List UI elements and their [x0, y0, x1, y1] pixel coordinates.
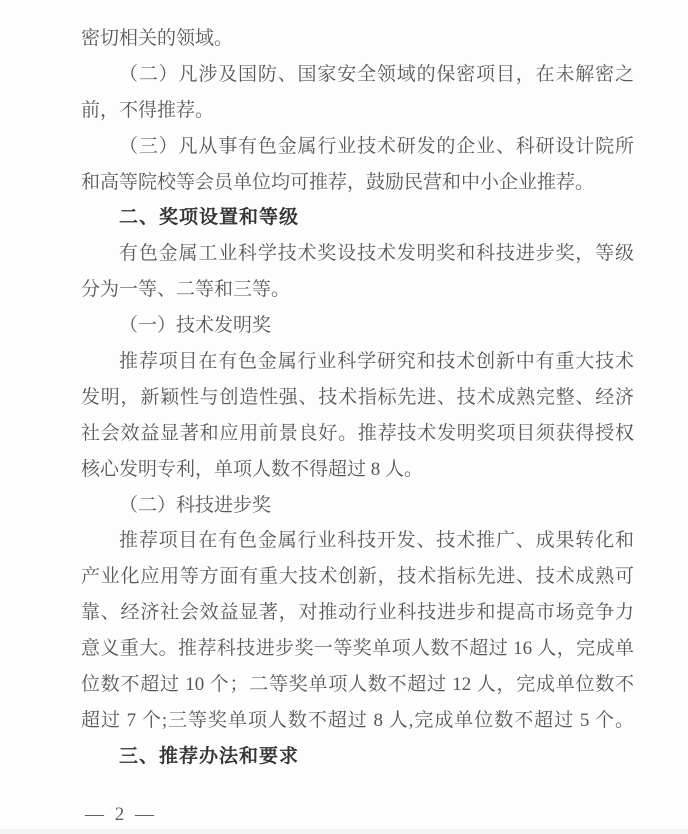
section-heading: 二、奖项设置和等级 [119, 207, 300, 229]
text-line: 社会效益显著和应用前景良好。推荐技术发明奖项目须获得授权 [81, 422, 634, 444]
text-line: 分为一等、二等和三等。 [81, 279, 291, 301]
text-line: 超过 7 个;三等奖单项人数不超过 8 人,完成单位数不超过 5 个。 [81, 709, 634, 731]
text-line: 意义重大。推荐科技进步奖一等奖单项人数不超过 16 人，完成单 [81, 638, 634, 660]
section-heading: 三、推荐办法和要求 [119, 745, 300, 767]
text-line: 发明，新颖性与创造性强、技术指标先进、技术成熟完整、经济 [81, 386, 634, 408]
text-line: 密切相关的领域。 [81, 28, 234, 49]
text-line: 有色金属工业科学技术奖设技术发明奖和科技进步奖，等级 [119, 243, 634, 265]
text-line: 位数不超过 10 个；二等奖单项人数不超过 12 人，完成单位数不 [81, 674, 634, 696]
text-line: 推荐项目在有色金属行业科学研究和技术创新中有重大技术 [119, 351, 634, 373]
text-line: （三）凡从事有色金属行业技术研发的企业、科研设计院所 [119, 135, 634, 157]
text-line: （二）科技进步奖 [119, 494, 272, 516]
scan-edge-artifact [0, 829, 688, 834]
text-line: 核心发明专利，单项人数不得超过 8 人。 [81, 458, 424, 480]
page-number: — 2 — [85, 804, 157, 825]
text-line: 产业化应用等方面有重大技术创新，技术指标先进、技术成熟可 [81, 566, 634, 588]
text-line: （一）技术发明奖 [119, 315, 272, 337]
text-line: 推荐项目在有色金属行业科技开发、技术推广、成果转化和 [119, 530, 634, 552]
document-body [81, 21, 634, 775]
text-line: （二）凡涉及国防、国家安全领域的保密项目，在未解密之 [119, 63, 634, 85]
text-line: 和高等院校等会员单位均可推荐，鼓励民营和中小企业推荐。 [81, 171, 595, 193]
text-line: 前，不得推荐。 [81, 99, 215, 121]
text-line: 靠、经济社会效益显著，对推动行业科技进步和提高市场竞争力 [81, 602, 634, 624]
